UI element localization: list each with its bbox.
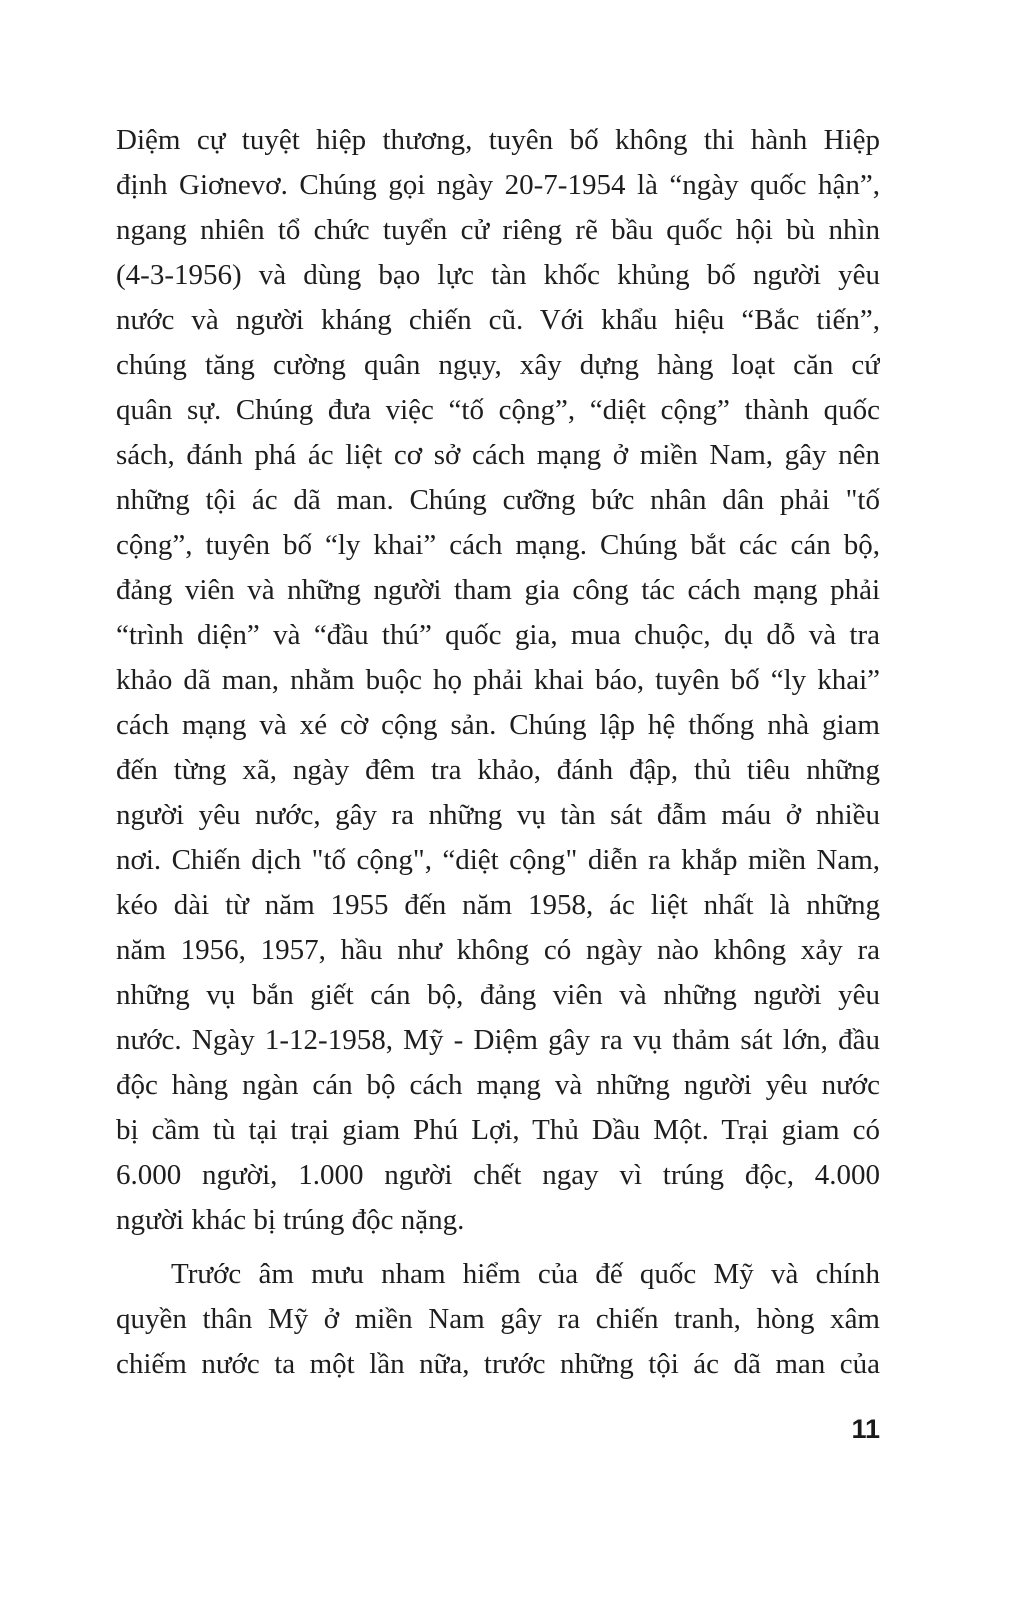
paragraph-2 — [116, 1252, 880, 1387]
text-line: nơi. Chiến dịch "tố cộng", “diệt cộng" diễn ra khắp miền Nam, — [116, 844, 880, 876]
text-line: cộng”, tuyên bố “ly khai” cách mạng. Chúng bắt các cán bộ, — [116, 529, 880, 561]
page-number: 11 — [851, 1414, 880, 1444]
text-line: quyền thân Mỹ ở miền Nam gây ra chiến tranh, hòng xâm — [116, 1303, 880, 1335]
text-line: ngang nhiên tổ chức tuyển cử riêng rẽ bầu quốc hội bù nhìn — [116, 214, 880, 246]
text-line: (4-3-1956) và dùng bạo lực tàn khốc khủng bố người yêu — [116, 259, 880, 291]
text-line: đảng viên và những người tham gia công tác cách mạng phải — [116, 574, 880, 606]
text-line: những vụ bắn giết cán bộ, đảng viên và những người yêu — [116, 979, 880, 1011]
text-line: Trước âm mưu nham hiểm của đế quốc Mỹ và chính — [171, 1258, 880, 1290]
text-line: Diệm cự tuyệt hiệp thương, tuyên bố không thi hành Hiệp — [116, 124, 880, 156]
text-line: 6.000 người, 1.000 người chết ngay vì trúng độc, 4.000 — [116, 1159, 880, 1191]
text-line: định Giơnevơ. Chúng gọi ngày 20-7-1954 là “ngày quốc hận”, — [116, 169, 880, 201]
text-line: năm 1956, 1957, hầu như không có ngày nào không xảy ra — [116, 934, 880, 966]
paragraph-gap — [116, 1243, 880, 1252]
text-line: nước. Ngày 1-12-1958, Mỹ - Diệm gây ra vụ thảm sát lớn, đầu — [116, 1024, 880, 1056]
text-line: khảo dã man, nhằm buộc họ phải khai báo, tuyên bố “ly khai” — [116, 664, 880, 696]
text-line: bị cầm tù tại trại giam Phú Lợi, Thủ Dầu Một. Trại giam có — [116, 1114, 880, 1146]
text-line: cách mạng và xé cờ cộng sản. Chúng lập hệ thống nhà giam — [116, 709, 880, 741]
text-line: đến từng xã, ngày đêm tra khảo, đánh đập, thủ tiêu những — [116, 754, 880, 786]
text-line: người khác bị trúng độc nặng. — [116, 1204, 465, 1236]
text-line: “trình diện” và “đầu thú” quốc gia, mua chuộc, dụ dỗ và tra — [116, 619, 880, 651]
text-line: quân sự. Chúng đưa việc “tố cộng”, “diệt cộng” thành quốc — [116, 394, 880, 426]
text-line: chiếm nước ta một lần nữa, trước những tội ác dã man của — [116, 1348, 880, 1380]
text-line: độc hàng ngàn cán bộ cách mạng và những người yêu nước — [116, 1069, 880, 1101]
paragraph-1 — [116, 118, 880, 1243]
text-line: những tội ác dã man. Chúng cưỡng bức nhân dân phải "tố — [116, 484, 880, 516]
text-line: kéo dài từ năm 1955 đến năm 1958, ác liệt nhất là những — [116, 889, 880, 921]
body-text — [116, 118, 880, 1387]
text-line: người yêu nước, gây ra những vụ tàn sát đẫm máu ở nhiều — [116, 799, 880, 831]
text-line: nước và người kháng chiến cũ. Với khẩu hiệu “Bắc tiến”, — [116, 304, 880, 336]
text-line: chúng tăng cường quân ngụy, xây dựng hàng loạt căn cứ — [116, 349, 880, 381]
text-line: sách, đánh phá ác liệt cơ sở cách mạng ở miền Nam, gây nên — [116, 439, 880, 471]
